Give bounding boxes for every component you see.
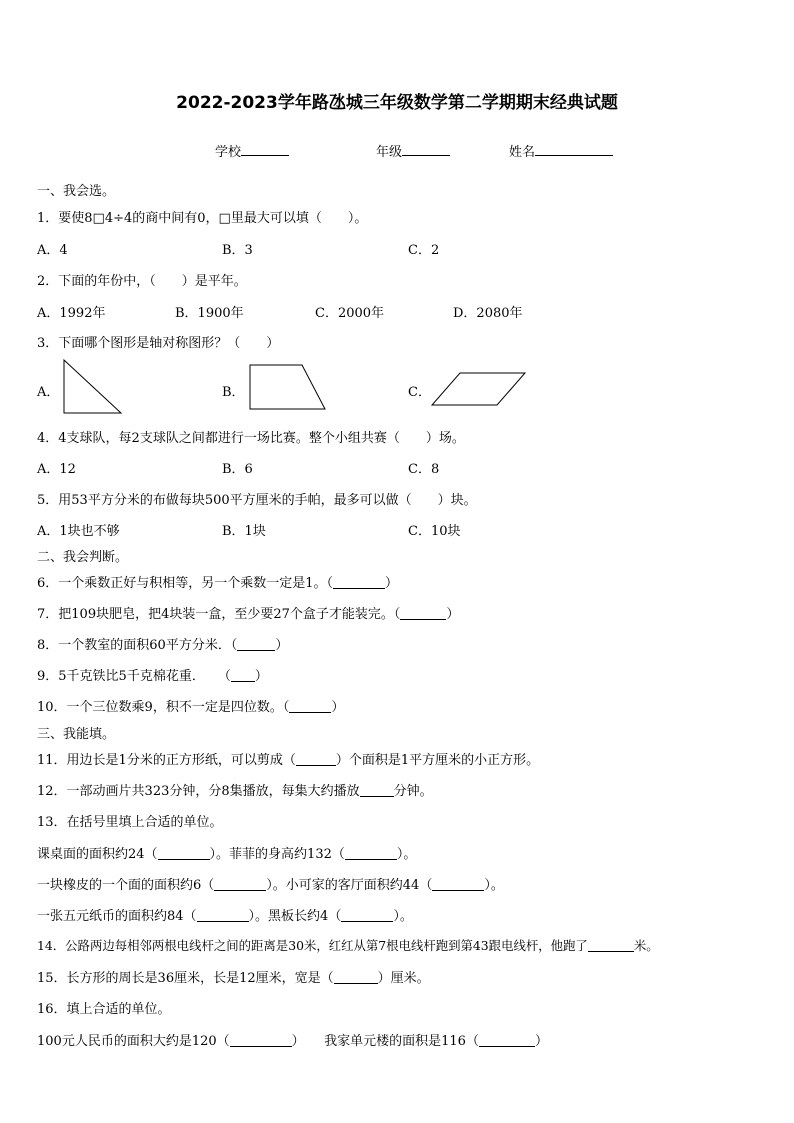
q15-text-end: ）厘米。 bbox=[377, 971, 430, 986]
question-1: 1．要使8□4÷4的商中间有0，□里最大可以填（ ）。 bbox=[37, 211, 368, 226]
q10-text: 10．一个三位数乘9，积不一定是四位数。（ bbox=[37, 700, 290, 715]
question-6 bbox=[37, 572, 398, 591]
q10-answer-blank[interactable] bbox=[289, 699, 331, 713]
question-14 bbox=[37, 936, 659, 954]
school-blank[interactable] bbox=[241, 155, 289, 156]
section-heading-3: 三、我能填。 bbox=[37, 727, 116, 742]
q7-close: ） bbox=[446, 607, 460, 622]
q7-answer-blank[interactable] bbox=[400, 606, 446, 620]
question-8 bbox=[37, 634, 288, 653]
q16-blank-1[interactable] bbox=[230, 1033, 292, 1047]
q2-option-c[interactable]: C．2000年 bbox=[315, 306, 385, 321]
q9-close: ） bbox=[254, 669, 268, 684]
name-blank[interactable] bbox=[535, 155, 613, 156]
question-12 bbox=[37, 780, 433, 799]
q16-text-c: ） bbox=[534, 1034, 548, 1049]
q13-blank-2[interactable] bbox=[345, 846, 397, 860]
q1-option-c[interactable]: C．2 bbox=[408, 243, 440, 258]
school-label: 学校 bbox=[215, 145, 242, 160]
q13-line-3 bbox=[37, 905, 413, 924]
q13-l1-text-c: ）。 bbox=[396, 847, 417, 862]
right-triangle-shape bbox=[62, 358, 124, 416]
q2-option-d[interactable]: D．2080年 bbox=[453, 306, 523, 321]
q5-option-a[interactable]: A．1块也不够 bbox=[37, 524, 120, 539]
trapezoid-shape bbox=[247, 362, 327, 412]
q11-text-end: ）个面积是1平方厘米的小正方形。 bbox=[335, 753, 540, 768]
grade-blank[interactable] bbox=[402, 155, 450, 156]
question-11 bbox=[37, 749, 539, 768]
question-10 bbox=[37, 696, 344, 715]
grade-label: 年级 bbox=[376, 145, 403, 160]
question-5: 5．用53平方分米的布做每块500平方厘米的手帕，最多可以做（ ）块。 bbox=[37, 493, 477, 508]
q4-option-a[interactable]: A．12 bbox=[37, 462, 76, 477]
grade-field bbox=[376, 141, 450, 160]
q13-line-2 bbox=[37, 874, 504, 893]
q8-text: 8．一个教室的面积60平方分米．（ bbox=[37, 638, 238, 653]
q14-text-end: 米。 bbox=[633, 938, 659, 953]
q16-text-a: 100元人民币的面积大约是120（ bbox=[37, 1034, 230, 1049]
q13-l3-text-b: ）。黑板长约4（ bbox=[248, 909, 342, 924]
q6-answer-blank[interactable] bbox=[333, 575, 385, 589]
question-7 bbox=[37, 603, 459, 622]
q13-l3-text-c: ）。 bbox=[393, 909, 413, 924]
q13-blank-5[interactable] bbox=[197, 908, 249, 922]
q3-option-a[interactable]: A． bbox=[37, 385, 60, 400]
q13-blank-3[interactable] bbox=[214, 877, 266, 891]
q13-blank-4[interactable] bbox=[432, 877, 484, 891]
q6-text: 6．一个乘数正好与积相等，另一个乘数一定是1。（ bbox=[37, 576, 334, 591]
q13-l3-text-a: 一张五元纸币的面积约84（ bbox=[37, 909, 197, 924]
q14-text: 14．公路两边每相邻两根电线杆之间的距离是30米，红红从第7根电线杆跑到第43跟电线杆，他跑了 bbox=[37, 938, 588, 953]
q9-answer-blank[interactable] bbox=[231, 668, 255, 682]
q2-option-b[interactable]: B．1900年 bbox=[175, 306, 244, 321]
q7-text: 7．把109块肥皂，把4块装一盒，至少要27个盒子才能装完。（ bbox=[37, 607, 401, 622]
q15-answer-blank[interactable] bbox=[334, 970, 378, 984]
name-field bbox=[509, 141, 613, 160]
q1-option-b[interactable]: B．3 bbox=[222, 243, 253, 258]
q13-l2-text-b: ）。小可家的客厅面积约44（ bbox=[266, 878, 433, 893]
q12-text-end: 分钟。 bbox=[393, 784, 433, 799]
question-16: 16．填上合适的单位。 bbox=[37, 1002, 171, 1017]
question-4: 4．4支球队，每2支球队之间都进行一场比赛。整个小组共赛（ ）场。 bbox=[37, 431, 465, 446]
parallelogram-shape bbox=[430, 370, 528, 408]
q5-option-b[interactable]: B．1块 bbox=[222, 524, 266, 539]
page-title: 2022-2023学年路氹城三年级数学第二学期期末经典试题 bbox=[176, 93, 618, 113]
q13-l2-text-c: ）。 bbox=[484, 878, 504, 893]
q5-option-c[interactable]: C．10块 bbox=[408, 524, 461, 539]
q1-option-a[interactable]: A．4 bbox=[37, 243, 68, 258]
q16-blank-2[interactable] bbox=[479, 1033, 535, 1047]
q9-text: 9．5千克铁比5千克棉花重． （ bbox=[37, 669, 231, 684]
question-2: 2．下面的年份中，（ ）是平年。 bbox=[37, 274, 247, 289]
q10-close: ） bbox=[331, 700, 345, 715]
q13-l1-text-a: 课桌面的面积约24（ bbox=[37, 847, 158, 862]
q13-l1-text-b: ）。菲菲的身高约132（ bbox=[209, 847, 345, 862]
section-heading-2: 二、我会判断。 bbox=[37, 550, 129, 565]
q3-option-c[interactable]: C． bbox=[408, 385, 431, 400]
q14-answer-blank[interactable] bbox=[588, 938, 634, 952]
question-3: 3．下面哪个图形是轴对称图形？（ ） bbox=[37, 336, 280, 351]
q4-option-c[interactable]: C．8 bbox=[408, 462, 440, 477]
q8-close: ） bbox=[275, 638, 289, 653]
q12-text: 12．一部动画片共323分钟，分8集播放，每集大约播放 bbox=[37, 784, 360, 799]
school-field bbox=[215, 141, 289, 160]
q8-answer-blank[interactable] bbox=[237, 637, 275, 651]
q16-line bbox=[37, 1030, 548, 1049]
q12-answer-blank[interactable] bbox=[360, 783, 394, 797]
section-heading-1: 一、我会选。 bbox=[37, 184, 116, 199]
q15-text: 15．长方形的周长是36厘米，长是12厘米，宽是（ bbox=[37, 971, 334, 986]
q3-option-b[interactable]: B． bbox=[222, 385, 245, 400]
q13-l2-text-a: 一块橡皮的一个面的面积约6（ bbox=[37, 878, 215, 893]
q2-option-a[interactable]: A．1992年 bbox=[37, 306, 106, 321]
q11-text: 11．用边长是1分米的正方形纸，可以剪成（ bbox=[37, 753, 296, 768]
name-label: 姓名 bbox=[509, 145, 536, 160]
question-15 bbox=[37, 967, 430, 986]
q13-blank-1[interactable] bbox=[158, 846, 210, 860]
q6-close: ） bbox=[385, 576, 399, 591]
q4-option-b[interactable]: B．6 bbox=[222, 462, 253, 477]
question-9 bbox=[37, 665, 268, 684]
q13-line-1 bbox=[37, 843, 416, 862]
q13-blank-6[interactable] bbox=[341, 908, 393, 922]
question-13: 13．在括号里填上合适的单位。 bbox=[37, 815, 223, 830]
q11-answer-blank[interactable] bbox=[296, 752, 336, 766]
q16-text-b: ） 我家单元楼的面积是116（ bbox=[291, 1034, 479, 1049]
